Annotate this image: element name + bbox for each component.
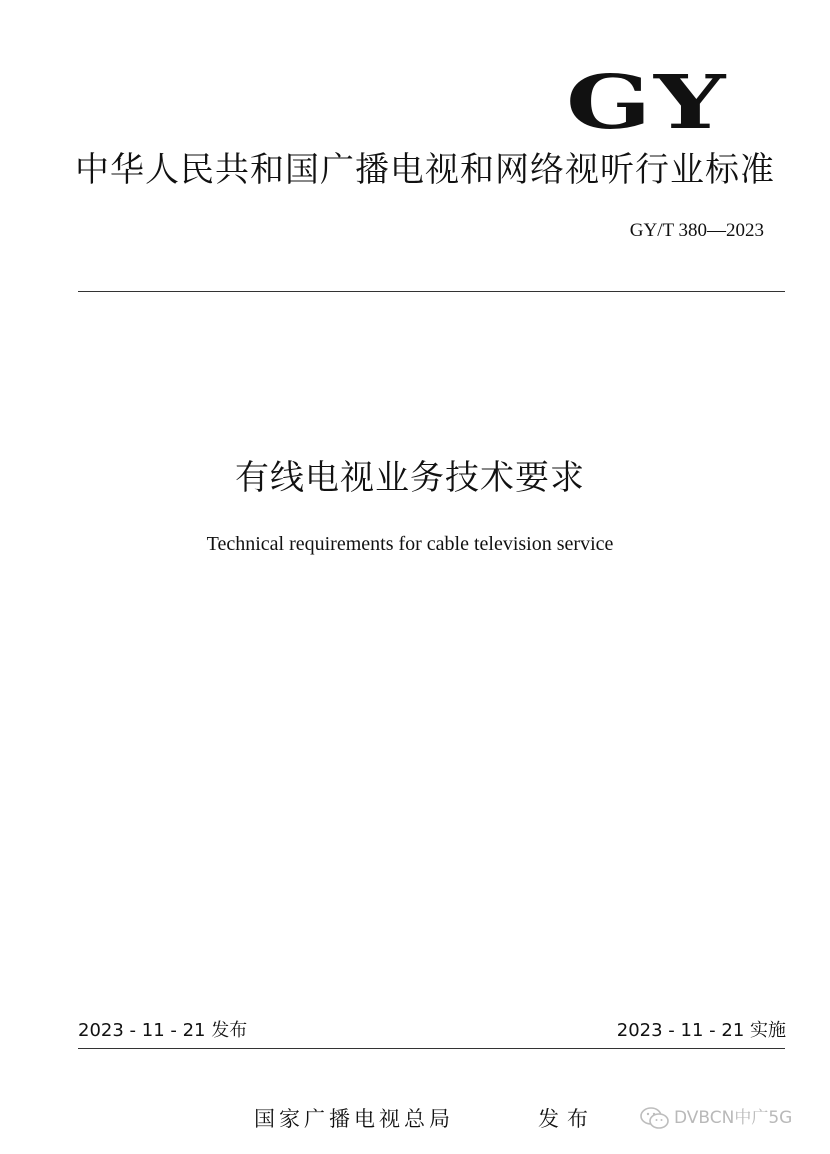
implement-date: 2023 - 11 - 21 实施 — [616, 1020, 786, 1041]
english-title: Technical requirements for cable television service — [206, 533, 614, 555]
publish-action: 发布 — [538, 1107, 596, 1131]
top-divider — [78, 291, 785, 292]
industry-standard-title: 中华人民共和国广播电视和网络视听行业标准 — [75, 150, 775, 190]
wechat-icon — [640, 1106, 670, 1130]
standard-number: GY/T 380—2023 — [629, 220, 764, 241]
watermark — [640, 1104, 792, 1132]
gy-logo: GY — [565, 60, 728, 146]
publisher-name: 国家广播电视总局 — [254, 1107, 454, 1131]
publish-date: 2023 - 11 - 21 发布 — [78, 1020, 248, 1041]
chinese-title: 有线电视业务技术要求 — [235, 458, 585, 498]
watermark-text: DVBCN中广5G — [674, 1108, 793, 1128]
bottom-divider — [78, 1048, 785, 1049]
